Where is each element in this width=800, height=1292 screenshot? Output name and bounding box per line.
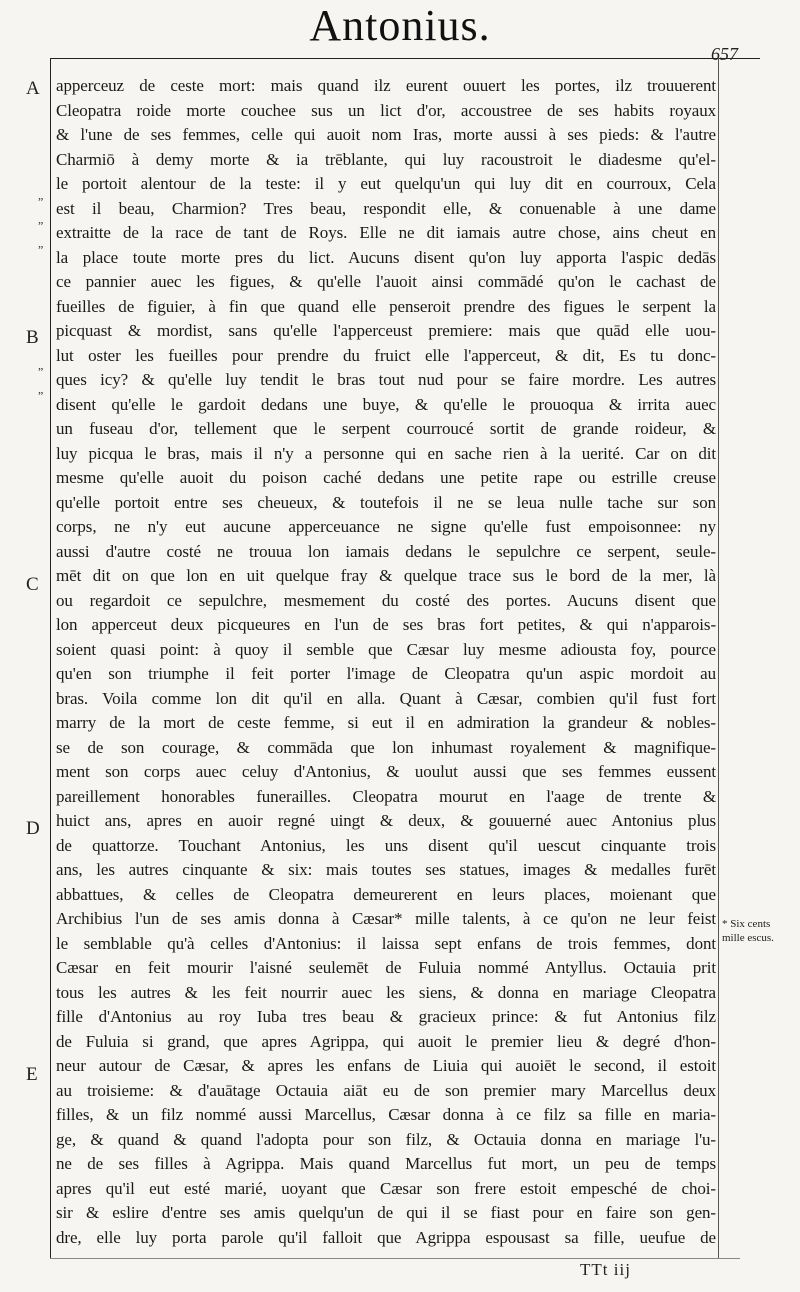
quote-mark: „ xyxy=(38,212,44,226)
text-line: ce pannier auec les figues, & qu'elle l'auoit ainsi commādé qu'on le cachast de xyxy=(56,272,716,291)
text-line: apperceuz de ceste mort: mais quand ilz eurent ouuert les portes, ilz trouuerent xyxy=(56,76,716,95)
margin-letter-d: D xyxy=(26,818,40,839)
text-line: Charmiō à demy morte & ia trēblante, qui luy racoustroit le diadesme qu'el- xyxy=(56,149,716,169)
frame-top-rule xyxy=(50,58,760,59)
text-line: sir & eslire d'entre ses amis quelqu'un de qui il se fiast pour en faire son gen- xyxy=(56,1203,716,1222)
text-line: huict ans, apres en auoir regné uingt & deux, & gouuerné auec Antonius plus xyxy=(56,811,716,830)
text-line: luy picqua le bras, mais il n'y a personne qui en sache rien à la uerité. Car on dit xyxy=(56,443,716,463)
text-line: se de son courage, & commāda que lon inhumast royalement & magnifique- xyxy=(56,737,716,757)
text-line: ge, & quand & quand l'adopta pour son filz, & Octauia donna en mariage l'u- xyxy=(56,1129,716,1149)
frame-right-rule xyxy=(718,58,719,1258)
text-line: ou regardoit ce sepulchre, mesmement du costé des portes. Aucuns disent que xyxy=(56,590,716,610)
running-title: Antonius. xyxy=(309,1,491,50)
margin-letter-a: A xyxy=(26,78,40,99)
text-line: corps, ne n'y eut aucune apperceuance ne signe qu'elle fust empoisonnee: ny xyxy=(56,517,716,536)
body-text xyxy=(56,74,716,1250)
text-line: neur autour de Cæsar, & apres les enfans de Liuia qui auoiēt le second, il estoit xyxy=(56,1056,716,1075)
text-line: mēt dit on que lon en uit quelque fray & quelque trace sus le bord de la mer, là xyxy=(56,566,716,585)
text-line: extraitte de la race de tant de Roys. Elle ne dit iamais autre chose, ains cheut en xyxy=(56,223,716,242)
text-line: ans, les autres cinquante & six: mais toutes ses statues, images & medalles furēt xyxy=(56,860,716,879)
text-line: qu'elle portoit entre ses cheueux, & toutefois il ne se leua nulle tache sur son xyxy=(56,492,716,512)
text-line: Cleopatra roide morte couchee sus un lict d'or, accoustree de ses habits royaux xyxy=(56,100,716,120)
quote-mark: „ xyxy=(38,188,44,202)
text-line: Cæsar en feit mourir l'aisné seulemēt de Fuluia nommé Antyllus. Octauia prit xyxy=(56,958,716,977)
frame-bottom-rule xyxy=(50,1258,740,1259)
signature-mark: TTt iij xyxy=(580,1260,631,1279)
text-line: est il beau, Charmion? Tres beau, respondit elle, & conuenable à une dame xyxy=(56,198,716,218)
text-line: ques icy? & qu'elle luy tendit le bras tout nud pour se faire mordre. Les autres xyxy=(56,370,716,389)
text-line: fille d'Antonius au roy Iuba tres beau & gracieux prince: & fut Antonius filz xyxy=(56,1007,716,1026)
margin-letter-c: C xyxy=(26,574,39,595)
text-line: lut oster les fueilles pour prendre du fruict elle l'apperceut, & dit, Es tu donc- xyxy=(56,345,716,365)
text-line: Archibius l'un de ses amis donna à Cæsar* mille talents, à ce qu'on ne leur feist xyxy=(56,909,716,928)
text-line: le semblable qu'à celles d'Antonius: il laissa sept enfans de trois femmes, dont xyxy=(56,933,716,953)
text-line: mesme qu'elle auoit du poison caché dedans une petite rape ou estrille creuse xyxy=(56,468,716,487)
text-line: de Fuluia si grand, que apres Agrippa, qui auoit le premier lieu & degré d'hon- xyxy=(56,1031,716,1051)
text-line: ment son corps auec celuy d'Antonius, & uoulut aussi que ses femmes eussent xyxy=(56,762,716,781)
text-line: la place toute morte pres du lict. Aucuns disent qu'on luy apporta l'aspic dedās xyxy=(56,247,716,267)
text-line: dre, elle luy porta parole qu'il falloit que Agrippa espousast sa fille, ueufue de xyxy=(56,1227,716,1247)
text-line: ne de ses filles à Agrippa. Mais quand Marcellus fut mort, un peu de temps xyxy=(56,1154,716,1173)
text-line: & l'une de ses femmes, celle qui auoit nom Iras, morte aussi à ses pieds: & l'autre xyxy=(56,125,716,144)
text-line: bras. Voila comme lon dit qu'il en alla. Quant à Cæsar, combien qu'il fust fort xyxy=(56,688,716,708)
text-line: de quattorze. Touchant Antonius, les uns disent qu'il uescut cinquante trois xyxy=(56,835,716,855)
quote-mark: „ xyxy=(38,358,44,372)
text-line: filles, & un filz nommé aussi Marcellus, Cæsar donna à ce filz sa fille en maria- xyxy=(56,1105,716,1124)
text-line: soient quasi point: à quoy il semble que Cæsar luy mesme adiousta foy, pource xyxy=(56,639,716,659)
margin-letter-e: E xyxy=(26,1064,38,1085)
text-line: aussi d'autre costé ne trouua lon iamais dedans le sepulchre ce serpent, seule- xyxy=(56,541,716,561)
text-line: pareillement honorables funerailles. Cleopatra mourut en l'aage de trente & xyxy=(56,786,716,806)
text-line: apres qu'il eut esté marié, uoyant que Cæsar son frere estoit empesché de choi- xyxy=(56,1178,716,1198)
text-line: marry de la mort de ceste femme, si eut il en admiration la grandeur & nobles- xyxy=(56,713,716,732)
text-line: fueilles de figuier, à fin que quand elle penseroit prendre des figues le serpent la xyxy=(56,296,716,316)
text-line: au troisieme: & d'auātage Octauia aiāt eu de son premier mary Marcellus deux xyxy=(56,1080,716,1100)
text-line: tous les autres & les feit nourrir auec les siens, & donna en mariage Cleopatra xyxy=(56,982,716,1002)
text-line: lon apperceut deux picqueures en l'un de ses bras fort petites, & qui n'apparois- xyxy=(56,615,716,634)
text-line: abbattues, & celles de Cleopatra demeurerent en leurs places, moienant que xyxy=(56,884,716,904)
text-line: le portoit alentour de la teste: il y eut quelqu'un qui luy dit en courroux, Cela xyxy=(56,174,716,193)
text-line: disent qu'elle le gardoit dedans une buye, & qu'elle le prouoqua & irrita auec xyxy=(56,394,716,414)
frame-left-rule xyxy=(50,58,51,1258)
text-line: picquast & mordist, sans qu'elle l'apperceust premiere: mais que quād elle uou- xyxy=(56,321,716,340)
margin-letter-b: B xyxy=(26,327,39,348)
text-line: qu'en son triumphe il feit porter l'image de Cleopatra qu'un aspic mordoit au xyxy=(56,664,716,683)
margin-note: * Six cents mille escus. xyxy=(722,918,774,944)
text-line: un fuseau d'or, tellement que le serpent courroucé sortit de grande roideur, & xyxy=(56,419,716,438)
quote-mark: „ xyxy=(38,382,44,396)
page-number: 657 xyxy=(711,44,738,64)
quote-mark: „ xyxy=(38,236,44,250)
